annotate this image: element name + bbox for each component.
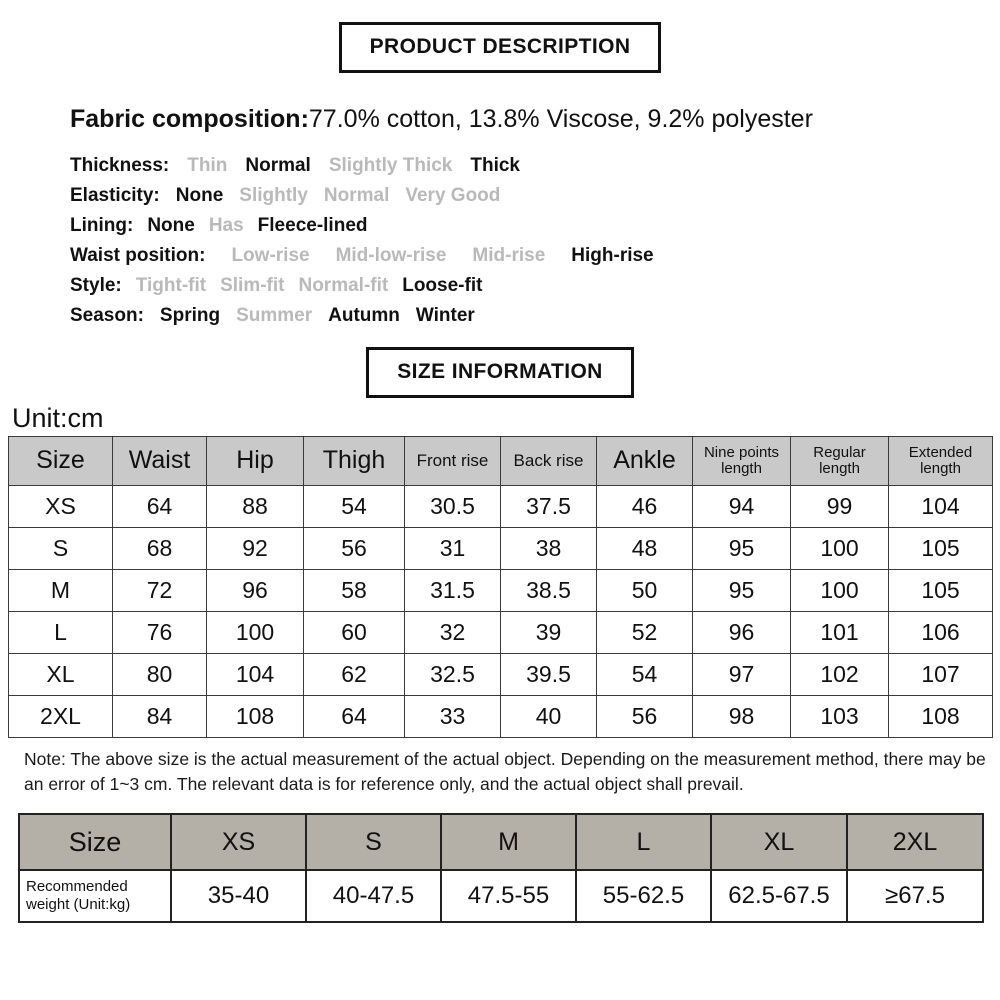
size-table-cell: 64: [113, 485, 207, 527]
size-table-cell: 97: [693, 653, 791, 695]
size-table-cell: 37.5: [501, 485, 597, 527]
size-table-row: [9, 695, 993, 737]
product-description-banner: PRODUCT DESCRIPTION: [339, 22, 662, 73]
size-table-row: [9, 485, 993, 527]
recommended-weight-value: 40-47.5: [306, 870, 441, 922]
size-table-cell: 101: [791, 611, 889, 653]
attribute-option[interactable]: Slightly Thick: [328, 154, 453, 176]
weight-table-head: [19, 814, 983, 870]
size-table-cell: 108: [889, 695, 993, 737]
attribute-row: [70, 186, 1000, 205]
attribute-option[interactable]: Thick: [470, 154, 520, 176]
size-table-cell: 105: [889, 527, 993, 569]
attribute-row: [70, 216, 1000, 235]
attribute-label: Elasticity:: [70, 184, 160, 206]
attribute-option[interactable]: Normal-fit: [298, 274, 389, 296]
size-table-row-label: M: [9, 569, 113, 611]
weight-table-column-header: XL: [711, 814, 847, 870]
size-table-cell: 56: [597, 695, 693, 737]
attribute-label: Style:: [70, 274, 122, 296]
size-table-cell: 56: [304, 527, 405, 569]
attribute-option[interactable]: Has: [208, 214, 244, 236]
size-table-column-header: Hip: [207, 436, 304, 485]
size-table-cell: 38.5: [501, 569, 597, 611]
size-table-cell: 103: [791, 695, 889, 737]
size-table-cell: 80: [113, 653, 207, 695]
weight-table-body: [19, 870, 983, 922]
size-table-column-header: Thigh: [304, 436, 405, 485]
size-table-row-label: S: [9, 527, 113, 569]
size-table-cell: 52: [597, 611, 693, 653]
attribute-option[interactable]: Normal: [323, 184, 390, 206]
attribute-option[interactable]: Very Good: [405, 184, 501, 206]
size-table-cell: 38: [501, 527, 597, 569]
size-table-cell: 39.5: [501, 653, 597, 695]
size-table-cell: 107: [889, 653, 993, 695]
fabric-composition-label: Fabric composition:: [70, 105, 309, 133]
attribute-option[interactable]: Fleece-lined: [257, 214, 368, 236]
size-table-column-header: Nine points length: [693, 436, 791, 485]
weight-table-column-header: XS: [171, 814, 306, 870]
weight-table-column-header: M: [441, 814, 576, 870]
attribute-option[interactable]: None: [175, 184, 224, 206]
size-table-cell: 46: [597, 485, 693, 527]
attribute-row: [70, 246, 1000, 265]
size-table-cell: 72: [113, 569, 207, 611]
attribute-option[interactable]: Autumn: [328, 304, 400, 326]
attribute-option[interactable]: Mid-rise: [472, 244, 546, 266]
attribute-label: Lining:: [70, 214, 134, 236]
size-table-row: [9, 569, 993, 611]
size-table-column-header: Extended length: [889, 436, 993, 485]
weight-table-row: [19, 870, 983, 922]
size-table-cell: 33: [405, 695, 501, 737]
size-table-header-row: [9, 436, 993, 485]
size-table-cell: 64: [304, 695, 405, 737]
attribute-list: [70, 156, 1000, 325]
attribute-option[interactable]: Normal: [245, 154, 311, 176]
size-table-cell: 95: [693, 569, 791, 611]
fabric-composition-value: 77.0% cotton, 13.8% Viscose, 9.2% polyester: [308, 105, 813, 133]
size-table-cell: 100: [791, 527, 889, 569]
size-table-cell: 104: [207, 653, 304, 695]
recommended-weight-value: 62.5-67.5: [711, 870, 847, 922]
weight-table-column-header: S: [306, 814, 441, 870]
size-table-cell: 40: [501, 695, 597, 737]
size-table-cell: 32.5: [405, 653, 501, 695]
size-table-cell: 50: [597, 569, 693, 611]
size-table-cell: 94: [693, 485, 791, 527]
size-table-column-header: Regular length: [791, 436, 889, 485]
attribute-option[interactable]: Thin: [187, 154, 228, 176]
size-table-cell: 96: [207, 569, 304, 611]
weight-table-wrapper: [0, 797, 1000, 923]
attribute-label: Waist position:: [70, 244, 206, 266]
attribute-option[interactable]: Slim-fit: [220, 274, 285, 296]
size-table-column-header: Waist: [113, 436, 207, 485]
attribute-option[interactable]: None: [147, 214, 195, 236]
recommended-weight-label: Recommended weight (Unit:kg): [19, 870, 171, 922]
size-table-cell: 31: [405, 527, 501, 569]
size-table-cell: 31.5: [405, 569, 501, 611]
size-table-cell: 54: [597, 653, 693, 695]
attribute-row: [70, 276, 1000, 295]
attribute-row: [70, 306, 1000, 325]
size-table-cell: 84: [113, 695, 207, 737]
fabric-composition-line: [70, 106, 1000, 134]
size-table-cell: 92: [207, 527, 304, 569]
size-table-column-header: Ankle: [597, 436, 693, 485]
size-table-cell: 104: [889, 485, 993, 527]
size-table-cell: 98: [693, 695, 791, 737]
attribute-option[interactable]: Loose-fit: [402, 274, 483, 296]
recommended-weight-value: 47.5-55: [441, 870, 576, 922]
size-table-row-label: 2XL: [9, 695, 113, 737]
size-table-body: [9, 485, 993, 737]
attribute-option[interactable]: Mid-low-rise: [335, 244, 447, 266]
size-table-cell: 32: [405, 611, 501, 653]
size-table-cell: 62: [304, 653, 405, 695]
size-table-row: [9, 527, 993, 569]
size-table-column-header: Size: [9, 436, 113, 485]
size-table-cell: 108: [207, 695, 304, 737]
size-table-row-label: XL: [9, 653, 113, 695]
attribute-label: Thickness:: [70, 154, 170, 176]
size-table-cell: 105: [889, 569, 993, 611]
size-table-cell: 100: [791, 569, 889, 611]
product-description-banner-row: [0, 0, 1000, 73]
attribute-option[interactable]: Summer: [236, 304, 313, 326]
size-table-cell: 30.5: [405, 485, 501, 527]
attribute-option[interactable]: Spring: [159, 304, 221, 326]
size-table-cell: 39: [501, 611, 597, 653]
size-table-cell: 60: [304, 611, 405, 653]
recommended-weight-table: [18, 813, 984, 923]
attribute-option[interactable]: Low-rise: [231, 244, 310, 266]
size-table-cell: 106: [889, 611, 993, 653]
size-table-cell: 99: [791, 485, 889, 527]
weight-table-column-header: 2XL: [847, 814, 983, 870]
attribute-option[interactable]: Tight-fit: [135, 274, 207, 296]
attribute-row: [70, 156, 1000, 175]
size-note: Note: The above size is the actual measurement of the actual object. Depending on the measurement method, there may be an error of 1~3 cm. The relevant data is for reference only, and the actual object shall prevail.: [24, 748, 986, 794]
size-table-row: [9, 611, 993, 653]
size-table: [8, 436, 993, 738]
size-table-cell: 58: [304, 569, 405, 611]
size-table-cell: 102: [791, 653, 889, 695]
attribute-option[interactable]: Slightly: [239, 184, 308, 206]
size-table-cell: 54: [304, 485, 405, 527]
size-table-cell: 95: [693, 527, 791, 569]
weight-table-header-row: [19, 814, 983, 870]
weight-table-column-header: Size: [19, 814, 171, 870]
size-table-column-header: Front rise: [405, 436, 501, 485]
size-table-cell: 88: [207, 485, 304, 527]
size-table-cell: 96: [693, 611, 791, 653]
recommended-weight-value: ≥67.5: [847, 870, 983, 922]
size-table-column-header: Back rise: [501, 436, 597, 485]
recommended-weight-value: 55-62.5: [576, 870, 711, 922]
size-table-cell: 76: [113, 611, 207, 653]
size-information-banner-row: [0, 336, 1000, 398]
size-table-head: [9, 436, 993, 485]
size-table-row-label: XS: [9, 485, 113, 527]
size-table-wrapper: [0, 436, 1000, 738]
size-table-cell: 100: [207, 611, 304, 653]
unit-label: Unit:cm: [12, 402, 104, 433]
size-table-row-label: L: [9, 611, 113, 653]
attribute-option[interactable]: High-rise: [571, 244, 654, 266]
attribute-label: Season:: [70, 304, 144, 326]
size-table-cell: 68: [113, 527, 207, 569]
size-table-cell: 48: [597, 527, 693, 569]
size-information-banner: SIZE INFORMATION: [366, 347, 634, 398]
weight-table-column-header: L: [576, 814, 711, 870]
recommended-weight-value: 35-40: [171, 870, 306, 922]
attribute-option[interactable]: Winter: [415, 304, 475, 326]
size-table-row: [9, 653, 993, 695]
